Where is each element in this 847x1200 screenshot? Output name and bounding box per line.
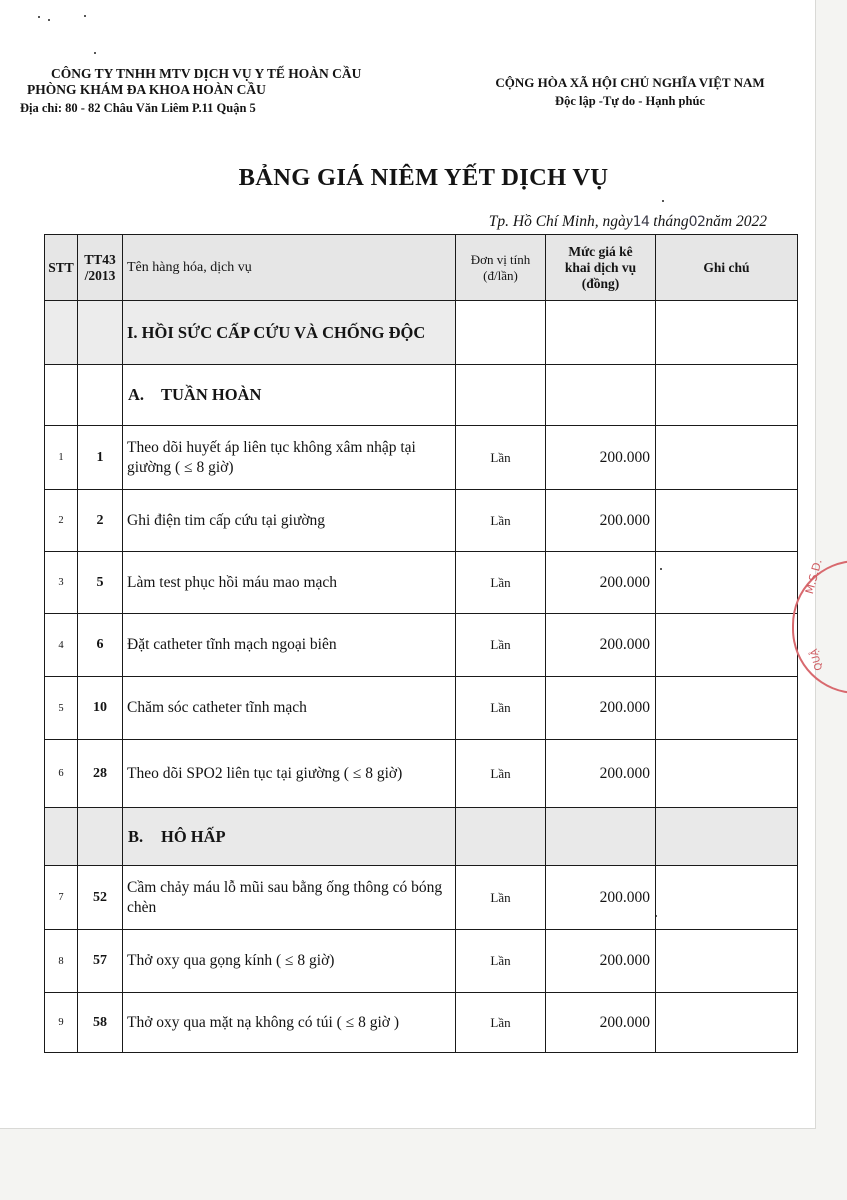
- country-name: CỘNG HÒA XÃ HỘI CHỦ NGHĨA VIỆT NAM: [495, 75, 765, 90]
- cell-tt43: 28: [78, 740, 123, 808]
- cell-tt43: 2: [78, 490, 123, 552]
- cell-unit: Lần: [456, 490, 546, 552]
- table-header-row: [45, 235, 798, 301]
- cell-service-name: Đặt catheter tĩnh mạch ngoại biên: [123, 614, 456, 677]
- cell-empty: [456, 365, 546, 426]
- col-header-price-line1: Mức giá kê: [568, 243, 633, 259]
- col-header-unit: [456, 235, 546, 301]
- dateline-year: năm 2022: [705, 213, 767, 230]
- dateline-month-word: tháng: [653, 213, 689, 230]
- cell-price: 200.000: [546, 552, 656, 614]
- table-row: [45, 930, 798, 993]
- section-title: I. HỒI SỨC CẤP CỨU VÀ CHỐNG ĐỘC: [123, 301, 456, 365]
- cell-service-name: Cầm chảy máu lỗ mũi sau bằng ống thông có bóng chèn: [123, 866, 456, 930]
- table-row: [45, 866, 798, 930]
- clinic-address: Địa chỉ: 80 - 82 Châu Văn Liêm P.11 Quận 5: [20, 101, 256, 115]
- cell-service-name: Ghi điện tim cấp cứu tại giường: [123, 490, 456, 552]
- cell-price: 200.000: [546, 490, 656, 552]
- cell-empty: [78, 365, 123, 426]
- cell-note: [656, 740, 798, 808]
- red-stamp: [792, 557, 847, 694]
- issuer-block: [20, 66, 400, 118]
- cell-unit: Lần: [456, 552, 546, 614]
- group-title: [123, 365, 456, 426]
- col-header-tt43-line1: TT43: [84, 251, 116, 267]
- national-heading: [480, 74, 780, 110]
- cell-empty: [656, 301, 798, 365]
- table-row: [45, 490, 798, 552]
- group-letter: B.: [128, 826, 144, 846]
- cell-note: [656, 930, 798, 993]
- clinic-name: PHÒNG KHÁM ĐA KHOA HOÀN CẦU: [27, 82, 266, 97]
- cell-empty: [656, 808, 798, 866]
- cell-service-name: Theo dõi SPO2 liên tục tại giường ( ≤ 8 giờ): [123, 740, 456, 808]
- cell-empty: [656, 365, 798, 426]
- cell-stt: 8: [45, 930, 78, 993]
- col-header-unit-line2: (đ/lần): [483, 267, 518, 283]
- cell-stt: 3: [45, 552, 78, 614]
- cell-price: 200.000: [546, 677, 656, 740]
- cell-service-name: Theo dõi huyết áp liên tục không xâm nhập tại giường ( ≤ 8 giờ): [123, 426, 456, 490]
- cell-unit: Lần: [456, 993, 546, 1053]
- cell-stt: 6: [45, 740, 78, 808]
- table-row: [45, 993, 798, 1053]
- cell-price: 200.000: [546, 930, 656, 993]
- cell-note: [656, 490, 798, 552]
- group-letter: A.: [128, 385, 145, 404]
- cell-price: 200.000: [546, 614, 656, 677]
- cell-empty: [546, 808, 656, 866]
- cell-stt: 9: [45, 993, 78, 1053]
- table-row: [45, 552, 798, 614]
- document-title: BẢNG GIÁ NIÊM YẾT DỊCH VỤ: [238, 164, 609, 191]
- cell-price: 200.000: [546, 426, 656, 490]
- cell-tt43: 57: [78, 930, 123, 993]
- cell-price: 200.000: [546, 993, 656, 1053]
- dateline-day: 14: [632, 214, 650, 230]
- cell-stt: 1: [45, 426, 78, 490]
- price-table: [44, 234, 798, 1053]
- col-header-price: [546, 235, 656, 301]
- cell-price: 200.000: [546, 740, 656, 808]
- group-title: [123, 808, 456, 866]
- cell-note: [656, 552, 798, 614]
- national-motto: Độc lập -Tự do - Hạnh phúc: [555, 94, 705, 108]
- cell-unit: Lần: [456, 866, 546, 930]
- cell-unit: Lần: [456, 614, 546, 677]
- cell-unit: Lần: [456, 426, 546, 490]
- cell-tt43: 1: [78, 426, 123, 490]
- col-header-price-line2: khai dịch vụ: [564, 259, 637, 275]
- group-name: HÔ HẤP: [161, 826, 226, 846]
- col-header-price-line3: (đồng): [581, 275, 620, 291]
- cell-empty: [546, 301, 656, 365]
- cell-unit: Lần: [456, 930, 546, 993]
- col-header-name: Tên hàng hóa, dịch vụ: [123, 235, 456, 301]
- company-name: CÔNG TY TNHH MTV DỊCH VỤ Y TẾ HOÀN CẦU: [51, 66, 362, 81]
- table-row: [45, 740, 798, 808]
- cell-note: [656, 677, 798, 740]
- dateline: [489, 213, 767, 231]
- col-header-stt: STT: [45, 235, 78, 301]
- cell-stt: 7: [45, 866, 78, 930]
- col-header-tt43-line2: /2013: [84, 267, 116, 283]
- cell-stt: 5: [45, 677, 78, 740]
- dateline-month: 02: [688, 214, 706, 230]
- cell-empty: [78, 808, 123, 866]
- group-row: [45, 365, 798, 426]
- cell-empty: [456, 301, 546, 365]
- stamp-text: QUẬ: [808, 647, 826, 672]
- dateline-prefix: Tp. Hồ Chí Minh, ngày: [488, 213, 633, 230]
- table-row: [45, 614, 798, 677]
- table-row: [45, 426, 798, 490]
- section-row: [45, 301, 798, 365]
- cell-note: [656, 426, 798, 490]
- cell-empty: [78, 301, 123, 365]
- group-name: TUẦN HOÀN: [161, 385, 262, 404]
- cell-price: 200.000: [546, 866, 656, 930]
- cell-note: [656, 866, 798, 930]
- cell-unit: Lần: [456, 677, 546, 740]
- cell-tt43: 10: [78, 677, 123, 740]
- cell-stt: 4: [45, 614, 78, 677]
- cell-service-name: Làm test phục hồi máu mao mạch: [123, 552, 456, 614]
- col-header-tt43: [78, 235, 123, 301]
- cell-empty: [546, 365, 656, 426]
- cell-tt43: 6: [78, 614, 123, 677]
- cell-empty: [456, 808, 546, 866]
- cell-stt: 2: [45, 490, 78, 552]
- cell-service-name: Thở oxy qua gọng kính ( ≤ 8 giờ): [123, 930, 456, 993]
- cell-note: [656, 614, 798, 677]
- cell-service-name: Chăm sóc catheter tĩnh mạch: [123, 677, 456, 740]
- cell-empty: [45, 808, 78, 866]
- cell-tt43: 5: [78, 552, 123, 614]
- cell-note: [656, 993, 798, 1053]
- cell-tt43: 58: [78, 993, 123, 1053]
- cell-tt43: 52: [78, 866, 123, 930]
- col-header-unit-line1: Đơn vị tính: [470, 251, 531, 267]
- cell-empty: [45, 365, 78, 426]
- cell-empty: [45, 301, 78, 365]
- cell-unit: Lần: [456, 740, 546, 808]
- group-row: [45, 808, 798, 866]
- stamp-text: M.S.D.: [803, 557, 825, 596]
- cell-service-name: Thở oxy qua mặt nạ không có túi ( ≤ 8 giờ ): [123, 993, 456, 1053]
- table-row: [45, 677, 798, 740]
- col-header-note: Ghi chú: [656, 235, 798, 301]
